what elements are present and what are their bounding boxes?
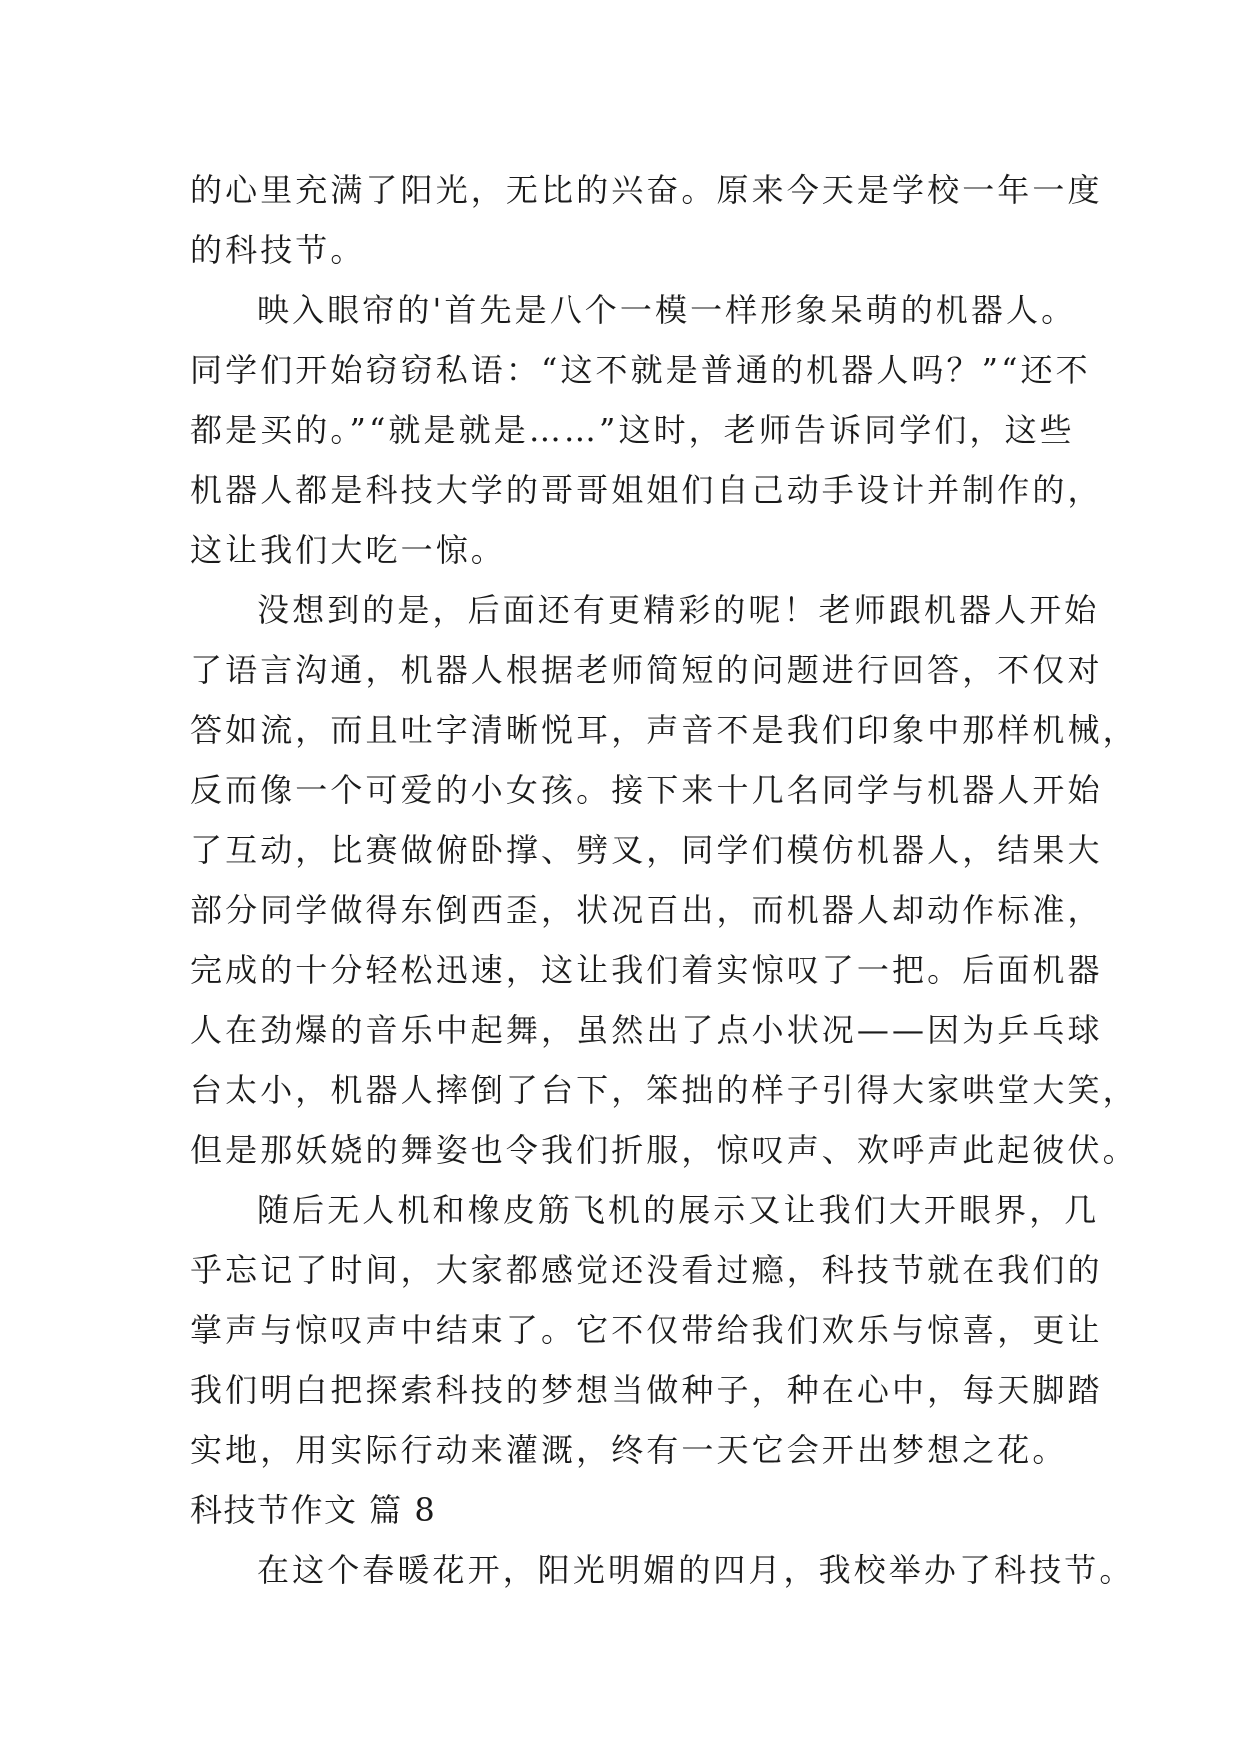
text-line-7: 这让我们大吃一惊。 <box>190 531 506 569</box>
document-page <box>190 160 1138 1600</box>
text-line-2: 的科技节。 <box>190 231 366 269</box>
paragraph-start-line-3: 映入眼帘的'首先是八个一模一样形象呆萌的机器人。 <box>257 291 1077 329</box>
text-line-1: 的心里充满了阳光，无比的兴奋。原来今天是学校一年一度 <box>190 171 1103 209</box>
text-line-11: 反而像一个可爱的小女孩。接下来十几名同学与机器人开始 <box>190 771 1103 809</box>
final-paragraph-line: 在这个春暖花开，阳光明媚的四月，我校举办了科技节。 <box>257 1551 1135 1589</box>
text-line-17: 但是那妖娆的舞姿也令我们折服，惊叹声、欢呼声此起彼伏。 <box>190 1131 1138 1169</box>
text-line-16: 台太小，机器人摔倒了台下，笨拙的样子引得大家哄堂大笑， <box>190 1071 1138 1109</box>
text-line-10: 答如流，而且吐字清晰悦耳，声音不是我们印象中那样机械， <box>190 711 1138 749</box>
section-heading: 科技节作文 篇 8 <box>190 1491 437 1529</box>
paragraph-start-line-18: 随后无人机和橡皮筋飞机的展示又让我们大开眼界，几 <box>257 1191 1100 1229</box>
text-line-19: 乎忘记了时间，大家都感觉还没看过瘾，科技节就在我们的 <box>190 1251 1103 1289</box>
text-line-20: 掌声与惊叹声中结束了。它不仅带给我们欢乐与惊喜，更让 <box>190 1311 1103 1349</box>
text-line-4: 同学们开始窃窃私语：“这不就是普通的机器人吗？”“还不 <box>190 351 1091 389</box>
paragraph-start-line-8: 没想到的是，后面还有更精彩的呢！老师跟机器人开始 <box>257 591 1100 629</box>
text-line-6: 机器人都是科技大学的哥哥姐姐们自己动手设计并制作的， <box>190 471 1103 509</box>
text-line-21: 我们明白把探索科技的梦想当做种子，种在心中，每天脚踏 <box>190 1371 1103 1409</box>
text-line-9: 了语言沟通，机器人根据老师简短的问题进行回答，不仅对 <box>190 651 1103 689</box>
text-line-13: 部分同学做得东倒西歪，状况百出，而机器人却动作标准， <box>190 891 1103 929</box>
text-line-15: 人在劲爆的音乐中起舞，虽然出了点小状况——因为乒乓球 <box>190 1011 1103 1049</box>
text-line-12: 了互动，比赛做俯卧撑、劈叉，同学们模仿机器人，结果大 <box>190 831 1103 869</box>
text-line-22: 实地，用实际行动来灌溉，终有一天它会开出梦想之花。 <box>190 1431 1068 1469</box>
text-line-5: 都是买的。”“就是就是……”这时，老师告诉同学们，这些 <box>190 411 1075 449</box>
text-line-14: 完成的十分轻松迅速，这让我们着实惊叹了一把。后面机器 <box>190 951 1103 989</box>
